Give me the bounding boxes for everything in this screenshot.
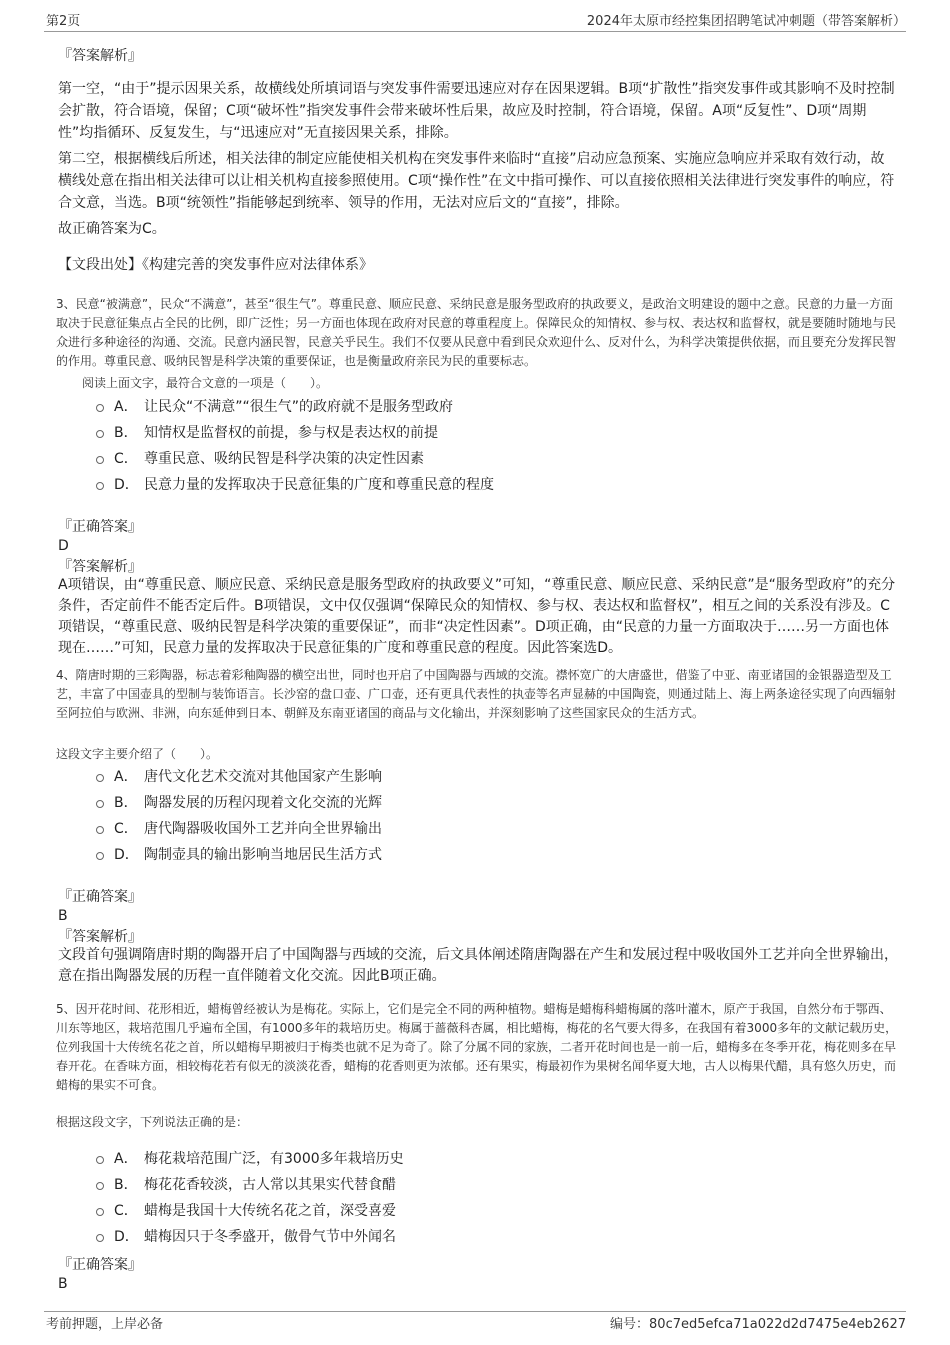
q5-option-a[interactable]: A． 梅花栽培范围广泛，有3000多年栽培历史 [96, 1150, 404, 1168]
footer-divider [44, 1311, 906, 1312]
q2-source: 【文段出处】《构建完善的突发事件应对法律体系》 [58, 257, 373, 273]
radio-icon[interactable] [96, 456, 104, 464]
q2-analysis-label: 『答案解析』 [58, 48, 142, 64]
q3-option-c[interactable]: C． 尊重民意、吸纳民智是科学决策的决定性因素 [96, 450, 424, 468]
q4-option-b[interactable]: B． 陶器发展的历程闪现着文化交流的光辉 [96, 794, 382, 812]
q3-analysis-label: 『答案解析』 [58, 559, 142, 575]
q4-correct-label: 『正确答案』 [58, 889, 142, 905]
q2-analysis-p2: 第二空，根据横线后所述，相关法律的制定应能使相关机构在突发事件来临时“直接”启动应急预案、实施应急响应并采取有效行动，故横线处意在指出相关法律可以让相关机构直接参照使用。C项“操作性”在文中指可操作、可以直接依照相关法律进行突发事件的响应，符合文意，当选。B项“统领性”指能够起到统率、领导的作用，无法对应后文的“直接”，排除。 [58, 151, 895, 211]
q4-analysis-label: 『答案解析』 [58, 929, 142, 945]
radio-icon[interactable] [96, 1234, 104, 1242]
radio-icon[interactable] [96, 430, 104, 438]
q4-correct-answer: B [58, 908, 68, 924]
q5-option-b[interactable]: B． 梅花花香较淡，古人常以其果实代替食醋 [96, 1176, 396, 1194]
header-divider [44, 31, 906, 32]
radio-icon[interactable] [96, 1182, 104, 1190]
document-id: 编号：80c7ed5efca71a022d2d7475e4eb2627 [610, 1317, 906, 1332]
q4-analysis: 文段首句强调隋唐时期的陶器开启了中国陶器与西域的交流，后文具体阐述隋唐陶器在产生和发展过程中吸收国外工艺并向全世界输出，意在指出陶器发展的历程一直伴随着文化交流。因此B项正确。 [58, 947, 898, 984]
q2-answer-statement: 故正确答案为C。 [58, 221, 166, 237]
q5-option-d[interactable]: D． 蜡梅因只于冬季盛开，傲骨气节中外闻名 [96, 1228, 396, 1246]
q5-stem: 5、因开花时间、花形相近，蜡梅曾经被认为是梅花。实际上，它们是完全不同的两种植物。蜡梅是蜡梅科蜡梅属的落叶灌木，原产于我国，自然分布于鄂西、川东等地区，栽培范围几乎遍布全国，有1000多年的栽培历史。梅属于蔷薇科杏属，相比蜡梅，梅花的名气要大得多，在我国有着3000多年的文献记载历史，位列我国十大传统名花之首，所以蜡梅早期被归于梅类也就不足为奇了。除了分属不同的家族，二者开花时间也是一前一后，蜡梅多在冬季开花，梅花则多在早春开花。在香味方面，相较梅花若有似无的淡淡花香，蜡梅的花香则更为浓郁。还有果实，梅最初作为果树名闻华夏大地，古人以梅果代醋，具有悠久历史，而蜡梅的果实不可食。 [56, 1002, 898, 1092]
q5-option-c[interactable]: C． 蜡梅是我国十大传统名花之首，深受喜爱 [96, 1202, 396, 1220]
radio-icon[interactable] [96, 774, 104, 782]
q3-option-a[interactable]: A． 让民众“不满意”“很生气”的政府就不是服务型政府 [96, 398, 453, 416]
q3-correct-answer: D [58, 538, 69, 554]
footer-slogan: 考前押题，上岸必备 [46, 1317, 164, 1332]
q3-option-b[interactable]: B． 知情权是监督权的前提，参与权是表达权的前提 [96, 424, 438, 442]
q4-stem: 4、隋唐时期的三彩陶器，标志着彩釉陶器的横空出世，同时也开启了中国陶器与西域的交流。襟怀宽广的大唐盛世，借鉴了中亚、南亚诸国的金银器造型及工艺，丰富了中国壶具的型制与装饰语言。长沙窑的盘口壶、广口壶，还有更具代表性的执壶等名声显赫的中国陶瓷，则通过陆上、海上两条途径实现了向西辐射至阿拉伯与欧洲、非洲，向东延伸到日本、朝鲜及东南亚诸国的商品与文化输出，并深刻影响了这些国家民众的生活方式。 [56, 668, 897, 720]
q3-analysis: A项错误，由“尊重民意、顺应民意、采纳民意是服务型政府的执政要义”可知，“尊重民意、顺应民意、采纳民意”是“服务型政府”的充分条件，否定前件不能否定后件。B项错误，文中仅仅强调“保障民众的知情权、参与权、表达权和监督权”，相互之间的关系没有涉及。C项错误，“尊重民意、吸纳民智是科学决策的重要保证”，而非“决定性因素”。D项正确，由“民意的力量一方面取决于……另一方面也体现在……”可知，民意力量的发挥取决于民意征集的广度和尊重民意的程度。因此答案选D。 [58, 577, 896, 656]
q3-stem: 3、民意“被满意”，民众“不满意”，甚至“很生气”。尊重民意、顺应民意、采纳民意是服务型政府的执政要义，是政治文明建设的题中之意。民意的力量一方面取决于民意征集点占全民的比例，即广泛性；另一方面也体现在政府对民意的尊重程度上。保障民众的知情权、参与权、表达权和监督权，就是要随时随地与民众进行多种途径的沟通、交流。民意内涵民智，民意关乎民生。我们不仅要从民意中看到民众欢迎什么、反对什么，为科学决策提供依据，而且要充分发挥民智的作用。尊重民意、吸纳民智是科学决策的重要保证，也是衡量政府亲民为民的重要标志。 [56, 297, 897, 368]
q4-option-d[interactable]: D． 陶制壶具的输出影响当地居民生活方式 [96, 846, 382, 864]
page-number: 第2页 [46, 14, 81, 29]
radio-icon[interactable] [96, 852, 104, 860]
radio-icon[interactable] [96, 482, 104, 490]
radio-icon[interactable] [96, 1208, 104, 1216]
radio-icon[interactable] [96, 404, 104, 412]
q5-prompt: 根据这段文字，下列说法正确的是： [56, 1115, 249, 1129]
radio-icon[interactable] [96, 800, 104, 808]
radio-icon[interactable] [96, 826, 104, 834]
q4-option-a[interactable]: A． 唐代文化艺术交流对其他国家产生影响 [96, 768, 382, 786]
q5-correct-label: 『正确答案』 [58, 1257, 142, 1273]
radio-icon[interactable] [96, 1156, 104, 1164]
q3-correct-label: 『正确答案』 [58, 519, 142, 535]
q5-correct-answer: B [58, 1276, 68, 1292]
q2-analysis-p1: 第一空，“由于”提示因果关系，故横线处所填词语与突发事件需要迅速应对存在因果逻辑。B项“扩散性”指突发事件或其影响不及时控制会扩散，符合语境，保留；C项“破坏性”指突发事件会带来破坏性后果，故应及时控制，符合语境，保留。A项“反复性”、D项“周期性”均指循环、反复发生，与“迅速应对”无直接因果关系，排除。 [58, 81, 895, 141]
document-title: 2024年太原市经控集团招聘笔试冲刺题（带答案解析） [586, 14, 906, 29]
q3-prompt: 阅读上面文字，最符合文意的一项是（ ）。 [82, 376, 329, 390]
q4-prompt: 这段文字主要介绍了（ ）。 [56, 747, 219, 761]
q3-option-d[interactable]: D． 民意力量的发挥取决于民意征集的广度和尊重民意的程度 [96, 476, 494, 494]
q4-option-c[interactable]: C． 唐代陶器吸收国外工艺并向全世界输出 [96, 820, 382, 838]
